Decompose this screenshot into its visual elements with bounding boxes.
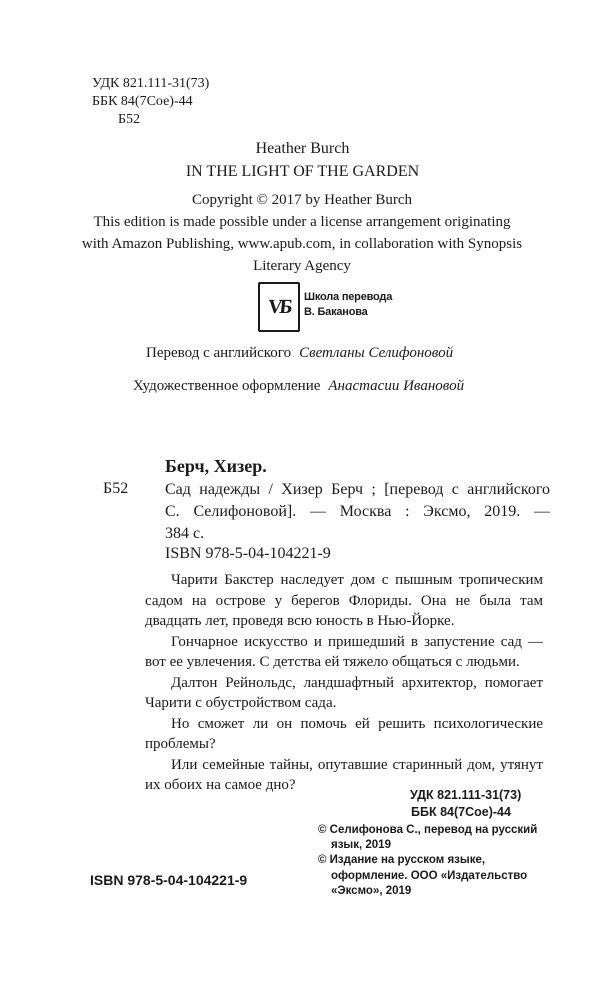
translator-name: Светланы Селифоновой: [299, 345, 454, 361]
original-author: Heather Burch: [255, 140, 350, 157]
bbk-code-bottom: ББК 84(7Сое)-44: [411, 805, 511, 819]
bib-author: Берч, Хизер.: [165, 456, 267, 476]
translator-label: Перевод с английского: [146, 345, 292, 361]
bib-isbn: ISBN 978-5-04-104221-9: [165, 545, 331, 562]
bib-author-mark: Б52: [103, 480, 129, 497]
bib-description: [165, 479, 550, 545]
udk-code: УДК 821.111-31(73): [92, 76, 210, 91]
designer-credit: [133, 378, 464, 395]
bib-line: Сад надежды / Хизер Берч ; [перевод с английского: [165, 481, 550, 498]
copyright-ru: [318, 823, 543, 899]
copyright-line: Copyright © 2017 by Heather Burch: [191, 192, 413, 208]
udk-code-bottom: УДК 821.111-31(73): [410, 788, 522, 802]
bib-line: 384 с.: [165, 525, 205, 542]
copyright-line: with Amazon Publishing, www.apub.com, in collaboration with Synopsis: [81, 236, 523, 252]
annotation: [145, 570, 543, 796]
translator-credit: [146, 345, 453, 362]
annotation-paragraph: Далтон Рейнольдс, ландшафтный архитектор, помогает Чарити с обустройством сада.: [145, 674, 543, 711]
original-title: IN THE LIGHT OF THE GARDEN: [185, 163, 420, 180]
copyright-ru-edition: © Издание на русском языке, оформление. ООО «Издательство «Эксмо», 2019: [318, 854, 528, 897]
annotation-paragraph: Чарити Бакстер наследует дом с пышным тропическим садом на острове у берегов Флориды. Она не была там двадцать лет, проведя всю юность в Нью-Йорке.: [145, 572, 543, 629]
bib-line: С. Селифоновой]. — Москва : Эксмо, 2019. —: [165, 503, 550, 520]
copyright-ru-translation: © Селифонова С., перевод на русский язык, 2019: [318, 824, 538, 852]
annotation-paragraph: Гончарное искусство и пришедший в запустение сад — вот ее увлечения. С детства ей тяжело общаться с людьми.: [145, 633, 543, 670]
designer-label: Художественное оформление: [133, 378, 321, 394]
isbn-bottom: ISBN 978-5-04-104221-9: [90, 872, 248, 888]
copyright-line: Literary Agency: [253, 258, 351, 274]
logo-mark-icon: VБ: [258, 282, 300, 332]
bbk-code: ББК 84(7Сое)-44: [92, 94, 193, 109]
copyright-notice: [72, 189, 532, 277]
translation-school-logo: [258, 282, 408, 332]
annotation-paragraph: Или семейные тайны, опутавшие старинный дом, утянут их обоих на самое дно?: [145, 756, 543, 793]
author-mark: Б52: [118, 112, 141, 127]
logo-text: Школа перевода В. Баканова: [304, 291, 393, 318]
classification-top: [92, 75, 209, 129]
designer-name: Анастасии Ивановой: [328, 378, 465, 394]
classification-bottom: [410, 787, 521, 821]
copyright-line: This edition is made possible under a license arrangement originating: [93, 214, 511, 230]
annotation-paragraph: Но сможет ли он помочь ей решить психологические проблемы?: [145, 715, 543, 752]
